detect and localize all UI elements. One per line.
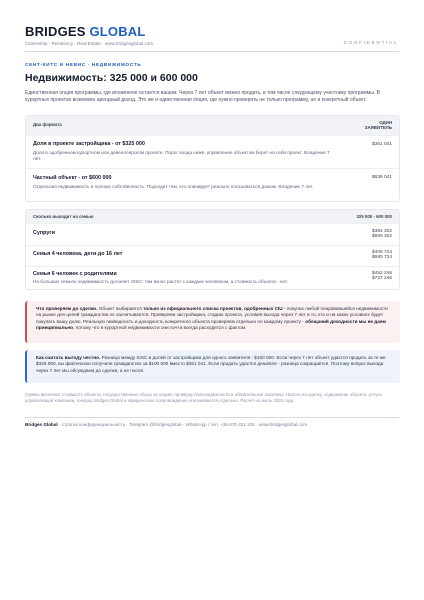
brand-primary: BRIDGES bbox=[25, 24, 86, 39]
row-title: Супруги bbox=[33, 230, 55, 236]
note-lead: Что проверяем до сделки. bbox=[36, 306, 98, 311]
confidential-label: CONFIDENTIAL bbox=[343, 41, 398, 46]
brand-accent: GLOBAL bbox=[89, 24, 146, 39]
row-price bbox=[372, 250, 392, 261]
table-row bbox=[26, 135, 399, 168]
row-price bbox=[372, 229, 392, 240]
note-emphasis: обещаний доходности мы не даем принципиально bbox=[36, 318, 386, 331]
table-row bbox=[26, 266, 399, 290]
row-title: Доля в проекте застройщика - от $325 000 bbox=[33, 141, 145, 147]
row-price: $361 041 bbox=[371, 142, 392, 147]
footer-company: Bridges Global bbox=[25, 422, 58, 427]
row-title: Семья 4 человека, дети до 16 лет bbox=[33, 251, 123, 257]
family-head-label: Сколько выходит на семью bbox=[33, 214, 94, 219]
table-row bbox=[26, 168, 399, 202]
formats-table bbox=[25, 115, 400, 202]
row-price: $636 041 bbox=[371, 175, 392, 180]
formats-head-right: ОДИН ЗАЯВИТЕЛЬ bbox=[364, 120, 392, 131]
note-text: , потому что в курортной недвижимости они почти всегда расходятся с фактом. bbox=[73, 325, 247, 331]
price-600: $659 302 bbox=[371, 234, 392, 240]
row-description: Доля в одобренном курортном или девелоперском проекте. Порог входа ниже, управление объектом берет на себя проект. Владение 7 лет. bbox=[33, 150, 330, 162]
note-emphasis: только из официального списка проектов, одобренных CIU bbox=[143, 306, 283, 311]
formats-table-header bbox=[26, 116, 399, 135]
note-lead: Как считать выгоду честно. bbox=[36, 355, 101, 360]
header-divider bbox=[25, 51, 399, 52]
footnote: Суммы включают стоимость объекта, государственные сборы за опцию, проверку благонадежности и обязательные пошлины. Налоги на сделку, содержание объекта, услуги управляющей компании, гонорар Bridges Global и юридическое сопровождение оплачиваются отдельно. Расчет на июль 2026 года. bbox=[25, 392, 382, 403]
footer-contacts bbox=[25, 422, 307, 427]
intro-paragraph: Единственная опция программы, где вложенное остается вашим. Через 7 лет объект можно продать, в том числе следующему участнику программы. В курортных проектах возможен арендный доход. Это же и единственная опция, где нужно проверять не только программу, но и конкретный объект. bbox=[25, 90, 380, 103]
table-row bbox=[26, 245, 399, 266]
brand-tagline: Citizenship · Residency · Real Estate · www.bridgesglobal.com bbox=[25, 41, 154, 46]
note-text: - покупка любой понравившейся недвижимости на рынке для целей гражданства не засчитывается. Проверяем застройщика, стадию проекта, условия выхода через 7 лет и то, кто и на каких условиях будет покупать вашу долю. Реальную ликвидность и доходность конкретного объекта проверяем отдельно по каждому проекту - bbox=[36, 306, 388, 324]
table-row bbox=[26, 223, 399, 245]
note-text: Объект выбирается bbox=[98, 306, 142, 311]
price-325: $452 246 bbox=[371, 271, 392, 276]
page-title: Недвижимость: 325 000 и 600 000 bbox=[25, 72, 198, 84]
family-table bbox=[25, 209, 400, 290]
note-text: Разница между SISC и долей от застройщика для одного заявителя - $100 000. Если через 7 лет объект удастся продать за те же $325 000, вы фактически получили гражданство за $100 000 вместо $261 041. Если продать удастся дешевле - разница сокращается. Поэтому вопрос выхода через 7 лет мы обсуждаем до сделки, а не после. bbox=[36, 355, 386, 373]
formats-head-label: Два формата bbox=[33, 122, 62, 127]
row-price bbox=[372, 271, 392, 282]
row-title: Частный объект - от $600 000 bbox=[33, 175, 112, 181]
section-kicker: СЕНТ-КИТС И НЕВИС · НЕДВИЖИМОСТЬ bbox=[25, 63, 142, 68]
price-325: $405 724 bbox=[371, 250, 392, 255]
profit-note bbox=[25, 350, 400, 383]
price-600: $680 724 bbox=[371, 255, 392, 261]
row-description: Отдельная недвижимость в полную собственность. Подходит тем, кто планирует реально пользоваться домом. Владение 7 лет. bbox=[33, 184, 314, 189]
price-600: $727 246 bbox=[371, 276, 392, 282]
row-description: На больших семьях недвижимость догоняет SISC: там взнос растет с каждым человеком, а стоимость объекта - нет. bbox=[33, 279, 288, 284]
family-head-right: 325 000 · 600 000 bbox=[356, 214, 392, 219]
footer-contact-details: · строгая конфиденциальность · Telegram @bridgesglobal · WhatsApp / тел. +36 670 421 326 · www.bridgesglobal.com bbox=[58, 422, 308, 427]
footer-divider bbox=[25, 417, 399, 418]
brand-logo bbox=[25, 24, 146, 39]
due-diligence-note bbox=[25, 301, 400, 343]
row-title: Семья 6 человек с родителями bbox=[33, 271, 117, 277]
family-table-header bbox=[26, 210, 399, 223]
price-325: $384 302 bbox=[371, 229, 392, 234]
